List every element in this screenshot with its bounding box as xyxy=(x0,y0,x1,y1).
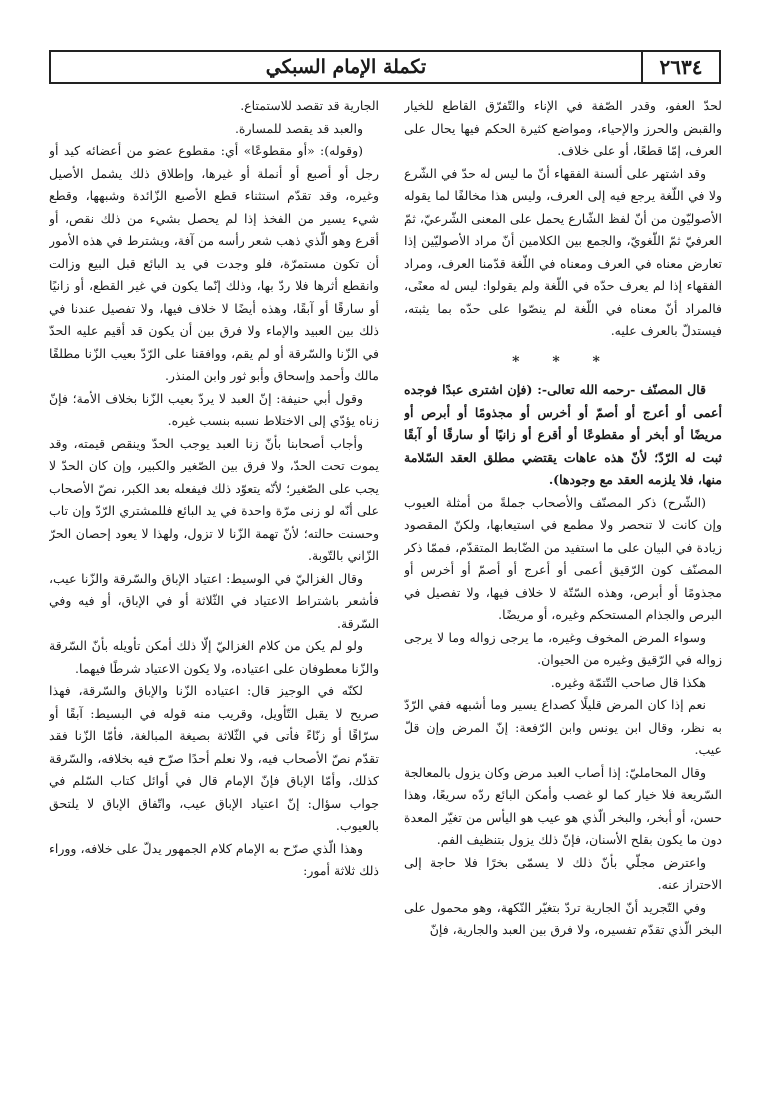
paragraph: وسواء المرض المخوف وغيره، ما يرجى زواله وما لا يرجى زواله في الرّقيق وغيره من الحيوان. xyxy=(404,629,722,667)
paragraph: الجارية قد تقصد للاستمتاع. xyxy=(240,98,379,113)
running-title: تكملة الإمام السبكي xyxy=(265,56,427,78)
paragraph: وهذا الّذي صرّح به الإمام كلام الجمهور يدلّ على خلافه، ووراء ذلك ثلاثة أمور: xyxy=(49,840,379,878)
paragraph: وأجاب أصحابنا بأنّ زنا العبد يوجب الحدّ وينقص قيمته، وقد يموت تحت الحدّ، ولا فرق بين الصّغير والكبير، وإن كان الحدّ لا يجب على الصّغير؛ لأنّه يتعوّد ذلك فيفعله بعد الكبر، نصّ الأصحاب على أنّه لو زنى مرّة واحدة في يد البائع فللمشتري الرّدّ وإن تاب وحسنت حالته؛ لأنّ تهمة الزّنا لا تزول، ولهذا لا يعود إحصان الحرّ الزّاني بالتّوبة. xyxy=(49,435,379,563)
paragraph: وقول أبي حنيفة: إنّ العبد لا يردّ بعيب الزّنا بخلاف الأمة؛ فإنّ زناه يؤدّي إلى الاختلاط نسبه بنسب غيره. xyxy=(49,390,379,428)
paragraph: وقد اشتهر على ألسنة الفقهاء أنّ ما ليس له حدّ في الشّرع ولا في اللّغة يرجع فيه إلى العرف، وليس هذا مخالفًا لما يقوله الأصوليّون من أنّ لفظ الشّارع يحمل على المعنى الشّرعيّ، ثمّ العرفيّ ثمّ اللّغويّ، والجمع بين الكلامين أنّ مراد الأصوليّين إذا تعارض معناه في العرف ومعناه في اللّغة قدّمنا العرف، ومراد الفقهاء إذا لم يعرف حدّه في اللّغة ولم يقولوا: ليس له معنًى، فالمراد أنّ معناه في اللّغة لم ينصّوا على حدّه بما يثبته، فيستدلّ بالعرف عليه. xyxy=(404,165,722,338)
paragraph: لحدّ العفو، وقدر الصّفة في الإناء والتّفرّق القاطع للخيار والقبض والحرز والإحياء، ومواضع كثيرة الحكم فيها يحال على العرف، إمّا قطعًا، أو على خلاف. xyxy=(404,98,722,158)
paragraph: وفي التّجريد أنّ الجارية تردّ بتغيّر النّكهة، وهو محمول على البخر الّذي تقدّم تفسيره، ولا فرق بين العبد والجارية، فإنّ xyxy=(404,899,722,937)
page-number: ٢٦٣٤ xyxy=(641,52,719,82)
paragraph: لكنّه في الوجيز قال: اعتياده الزّنا والإباق والسّرقة، فهذا صريح لا يقبل التّأويل، وقريب منه قوله في البسيط: آبقًا أو سرّاقًا أو زنّاءً فأتى في الثّلاثة بصيغة المبالغة، فأمّا الزّنا فقد تقدّم نصّ الأصحاب فيه، ولا نعلم أحدًا صرّح فيه بخلافه، والسّرقة كذلك، وأمّا الإباق فإنّ الإمام قال في أوائل كتاب السّلم في جواب سؤال: إنّ اعتياد الإباق عيب، واتّفاق الإباق لا يلتحق بالعيوب. xyxy=(49,683,379,833)
paragraph: والعبد قد يقصد للمسارة. xyxy=(234,120,363,136)
right-column xyxy=(404,95,722,1080)
left-column xyxy=(49,95,379,1080)
paragraph: (وقوله): «أو مقطوعًا» أي: مقطوع عضو من أعضائه كيد أو رجل أو أصبع أو أنملة أو غيرها، وإطلاق ذلك يشمل الأصيل وغيره، وقد تقدّم استثناء قطع الأصبع الزّائدة وشبهها، وقطع شيء يسير من الفخذ إذا لم يحصل بشيء من ذلك نقص، أو أقرع وهو الّذي ذهب شعر رأسه من آفة، ويشترط في هذه الأمور أن تكون مستمرّة، فلو وجدت في يد البائع قبل البيع وزالت وانقطع أثرها فلا ردّ بها، وذلك إنّما يكون في غير القطع، أو زانيًا أو سارقًا أو آبقًا، وهذه أيضًا لا خلاف فيها، ولا تفصيل عندنا في ذلك بين العبيد والإماء ولا فرق بين أن يكون قد أقيم عليه الحدّ في الزّنا والسّرقة أو لم يقم، ووافقنا على الرّدّ بعيب الزّنا مطلقًا مالك وأحمد وإسحاق وأبو ثور وابن المنذر. xyxy=(49,143,379,383)
page-header xyxy=(49,50,721,84)
paragraph: وقال المحامليّ: إذا أصاب العبد مرض وكان يزول بالمعالجة السّريعة فلا خيار كما لو غصب وأمكن البائع ردّه سريعًا، وهذا حسن، أو أبخر، والبخر الّذي هو عيب هو اليأس من تغيّر المعدة دون ما يكون بقلح الأسنان، فإنّ ذلك يزول بتنظيف الفم. xyxy=(404,764,722,847)
matn-quote: قال المصنّف -رحمه الله تعالى-: (فإن اشترى عبدًا فوجده أعمى أو أعرج أو أصمّ أو أخرس أو مجذومًا أو أبرص أو مريضًا أو أبخر أو مقطوعًا أو أقرع أو زانيًا أو سارقًا أو آبقًا ثبت له الرّدّ؛ لأنّ هذه عاهات يقتضي مطلق العقد السّلامة منها، فلا يلزمه العقد مع وجودها). xyxy=(404,382,722,487)
paragraph: واعترض مجلّي بأنّ ذلك لا يسمّى بخرًا فلا حاجة إلى الاحتراز عنه. xyxy=(404,854,722,892)
paragraph: (الشّرح) ذكر المصنّف والأصحاب جملةً من أمثلة العيوب وإن كانت لا تنحصر ولا مطمع في استيعابها، ولكنّ المقصود زيادة في البيان على ما استفيد من الضّابط المتقدّم، فممّا ذكر المصنّف كون الرّقيق أعمى أو أعرج أو أصمّ أو أخرس أو مجذومًا أو أبرص، وهذه السّتّة لا خلاف فيها، ولا تفصيل في البرص والجذام المستحكم وغيره، أو مريضًا. xyxy=(404,494,722,622)
paragraph: ولو لم يكن من كلام الغزاليّ إلّا ذلك أمكن تأويله بأنّ السّرقة والزّنا معطوفان على اعتياده، ولا يكون الاعتياد شرطًا فيهما. xyxy=(49,638,379,676)
paragraph: هكذا قال صاحب التّتمّة وغيره. xyxy=(550,674,706,690)
paragraph: نعم إذا كان المرض قليلًا كصداع يسير وما أشبهه ففي الرّدّ به نظر، وقال ابن يونس وابن الرّفعة: إنّ المرض وإن قلّ عيب. xyxy=(404,697,722,757)
section-separator: * * * xyxy=(512,353,614,370)
paragraph: وقال الغزاليّ في الوسيط: اعتياد الإباق والسّرقة والزّنا عيب، فأشعر باشتراط الاعتياد في الثّلاثة أو في الإباق، أو فيه وفي السّرقة. xyxy=(49,570,379,631)
